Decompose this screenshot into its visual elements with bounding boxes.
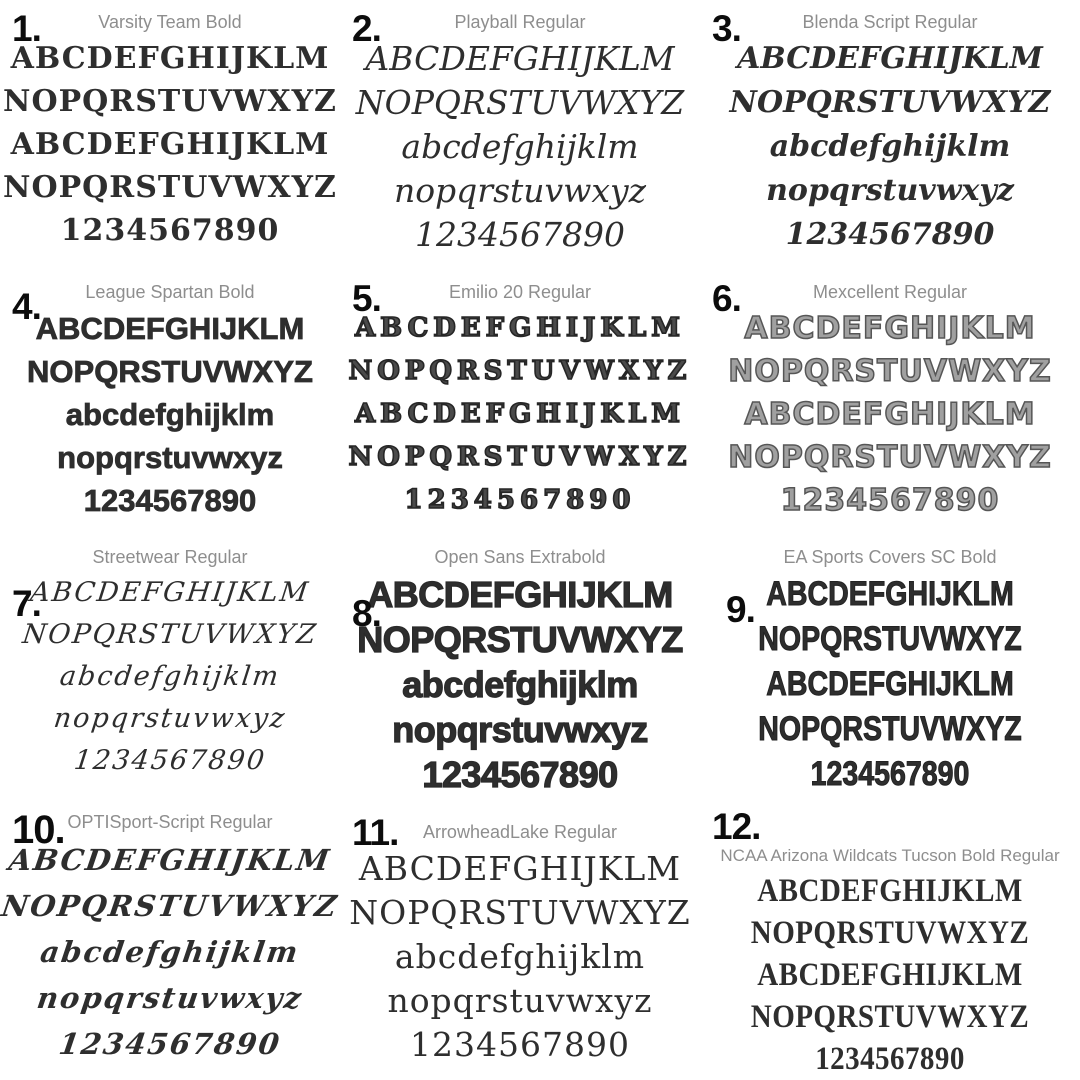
- font-specimen-league-spartan: [0, 270, 340, 535]
- specimen-line: 1234567890: [72, 745, 268, 776]
- specimen-line: ABCDEFGHIJKLM: [28, 577, 312, 608]
- specimen-line: ABCDEFGHIJKLM: [757, 957, 1023, 993]
- specimen-line: NOPQRSTUVWXYZ: [20, 619, 320, 650]
- specimen-line: ABCDEFGHIJKLM: [766, 665, 1014, 703]
- specimen-number: 12.: [712, 806, 761, 847]
- specimen-number: 10.: [12, 808, 65, 852]
- specimen-line: ABCDEFGHIJKLM: [766, 575, 1014, 613]
- font-name-label: Blenda Script Regular: [802, 12, 978, 32]
- specimen-line: 1234567890: [60, 213, 280, 248]
- specimen-line: ABCDEFGHIJKLM: [358, 849, 682, 888]
- specimen-line: ABCDEFGHIJKLM: [10, 41, 330, 76]
- specimen-line: ABCDEFGHIJKLM: [365, 39, 675, 78]
- font-specimen-ncaa-arizona-wildcats: [700, 800, 1080, 1080]
- specimen-line: abcdefghijklm: [394, 937, 646, 976]
- specimen-number: 8.: [352, 593, 381, 634]
- specimen-line: ABCDEFGHIJKLM: [354, 399, 686, 429]
- specimen-line: NOPQRSTUVWXYZ: [357, 619, 683, 660]
- font-specimen-streetwear: [0, 535, 340, 800]
- specimen-line: nopqrstuvwxyz: [57, 440, 283, 475]
- specimen-line: 1234567890: [404, 485, 636, 515]
- font-specimen-mexcellent: [700, 270, 1080, 535]
- font-name-label: Open Sans Extrabold: [434, 547, 606, 567]
- specimen-line: nopqrstuvwxyz: [52, 703, 289, 734]
- font-specimen-optisport-script: [0, 800, 340, 1080]
- font-name-label: ArrowheadLake Regular: [422, 822, 618, 842]
- specimen-line: abcdefghijklm: [401, 127, 639, 166]
- specimen-line: ABCDEFGHIJKLM: [757, 873, 1023, 909]
- specimen-line: NOPQRSTUVWXYZ: [27, 354, 313, 389]
- specimen-line: ABCDEFGHIJKLM: [35, 311, 305, 346]
- font-specimen-emilio-20: [340, 270, 700, 535]
- specimen-line: nopqrstuvwxyz: [34, 981, 306, 1015]
- font-name-label: Streetwear Regular: [92, 547, 248, 567]
- specimen-line: ABCDEFGHIJKLM: [6, 843, 334, 877]
- specimen-line: nopqrstuvwxyz: [766, 173, 1014, 208]
- font-specimen-open-sans: [340, 535, 700, 800]
- specimen-line: ABCDEFGHIJKLM: [354, 313, 686, 343]
- specimen-line: NOPQRSTUVWXYZ: [728, 354, 1052, 389]
- specimen-line: 1234567890: [785, 217, 995, 252]
- specimen-line: NOPQRSTUVWXYZ: [349, 893, 691, 932]
- specimen-line: NOPQRSTUVWXYZ: [3, 170, 337, 205]
- specimen-line: NOPQRSTUVWXYZ: [355, 83, 685, 122]
- specimen-line: 1234567890: [422, 754, 618, 795]
- font-name-label: OPTISport-Script Regular: [67, 812, 273, 832]
- specimen-number: 3.: [712, 8, 741, 49]
- font-name-label: Mexcellent Regular: [812, 282, 968, 302]
- specimen-line: abcdefghijklm: [769, 129, 1011, 164]
- specimen-line: 1234567890: [83, 483, 257, 518]
- specimen-line: NOPQRSTUVWXYZ: [348, 442, 692, 472]
- specimen-line: 1234567890: [815, 1041, 965, 1077]
- specimen-line: NOPQRSTUVWXYZ: [728, 440, 1052, 475]
- specimen-line: NOPQRSTUVWXYZ: [758, 710, 1022, 748]
- font-specimen-arrowheadlake: [340, 800, 700, 1080]
- specimen-line: 1234567890: [410, 1025, 630, 1064]
- specimen-line: 1234567890: [780, 483, 1000, 518]
- specimen-line: abcdefghijklm: [58, 661, 282, 692]
- specimen-number: 6.: [712, 278, 741, 319]
- specimen-line: 1234567890: [415, 215, 625, 254]
- font-specimen-ea-sports-covers: [700, 535, 1080, 800]
- specimen-line: abcdefghijklm: [402, 664, 638, 705]
- specimen-line: NOPQRSTUVWXYZ: [750, 915, 1030, 951]
- specimen-number: 1.: [12, 8, 41, 49]
- specimen-line: NOPQRSTUVWXYZ: [348, 356, 692, 386]
- font-name-label: NCAA Arizona Wildcats Tucson Bold Regular: [720, 846, 1060, 865]
- specimen-line: 1234567890: [810, 755, 970, 793]
- specimen-line: ABCDEFGHIJKLM: [744, 311, 1036, 346]
- specimen-number: 9.: [726, 589, 755, 630]
- font-specimen-varsity-team: [0, 0, 340, 270]
- font-name-label: Playball Regular: [454, 12, 586, 32]
- specimen-line: abcdefghijklm: [38, 935, 302, 969]
- specimen-number: 2.: [352, 8, 381, 49]
- font-specimen-playball: [340, 0, 700, 270]
- font-name-label: Emilio 20 Regular: [448, 282, 592, 302]
- font-name-label: EA Sports Covers SC Bold: [783, 547, 997, 567]
- font-specimen-blenda-script: [700, 0, 1080, 270]
- specimen-number: 7.: [12, 583, 41, 624]
- specimen-line: NOPQRSTUVWXYZ: [758, 620, 1022, 658]
- specimen-line: nopqrstuvwxyz: [387, 981, 653, 1020]
- specimen-number: 11.: [352, 812, 399, 853]
- specimen-line: ABCDEFGHIJKLM: [737, 41, 1043, 76]
- specimen-line: nopqrstuvwxyz: [392, 709, 648, 750]
- specimen-line: nopqrstuvwxyz: [393, 171, 647, 210]
- specimen-line: 1234567890: [56, 1027, 284, 1061]
- specimen-number: 4.: [12, 286, 41, 327]
- font-name-label: Varsity Team Bold: [98, 12, 242, 32]
- specimen-line: ABCDEFGHIJKLM: [367, 574, 673, 615]
- specimen-line: NOPQRSTUVWXYZ: [3, 84, 337, 119]
- specimen-line: ABCDEFGHIJKLM: [10, 127, 330, 162]
- specimen-line: abcdefghijklm: [65, 397, 275, 432]
- specimen-line: NOPQRSTUVWXYZ: [0, 889, 341, 923]
- specimen-line: ABCDEFGHIJKLM: [744, 397, 1036, 432]
- specimen-line: NOPQRSTUVWXYZ: [729, 85, 1051, 120]
- specimen-line: NOPQRSTUVWXYZ: [750, 999, 1030, 1035]
- specimen-number: 5.: [352, 278, 381, 319]
- font-name-label: League Spartan Bold: [85, 282, 255, 302]
